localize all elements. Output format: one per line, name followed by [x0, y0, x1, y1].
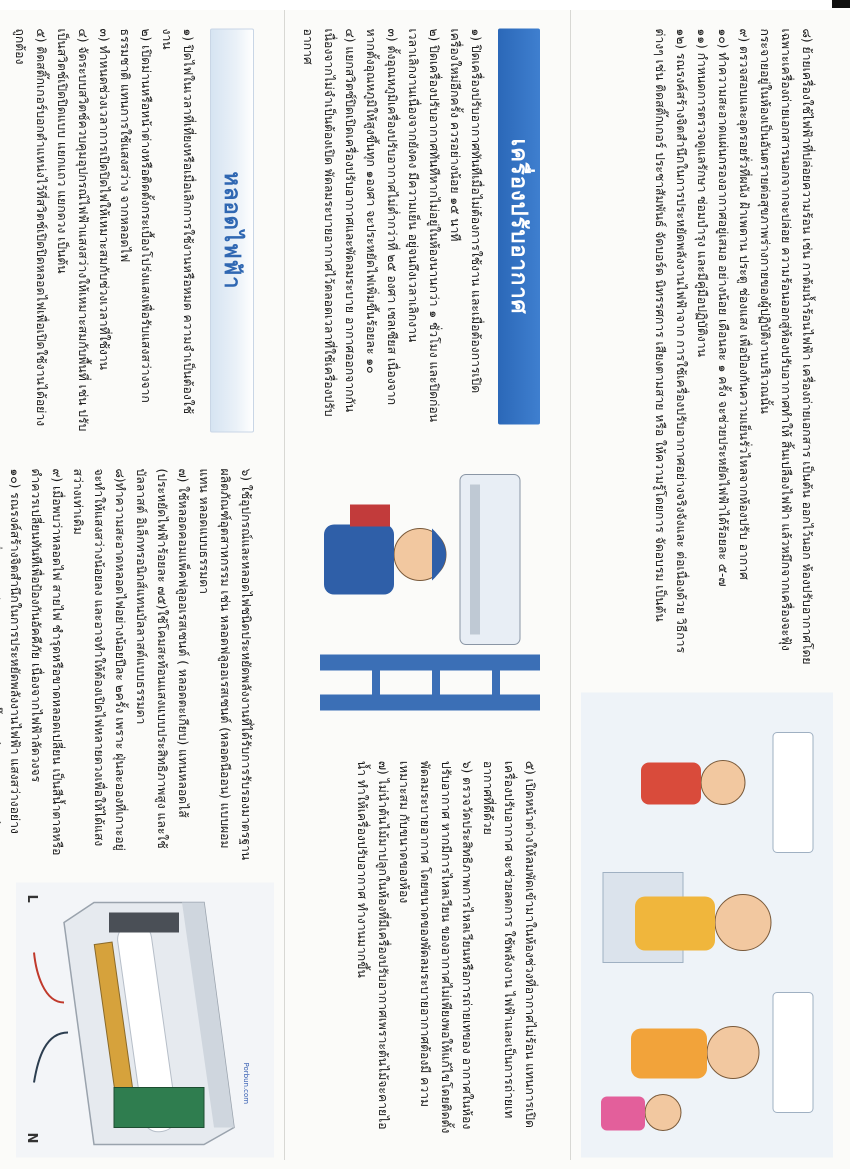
- label-n: N: [24, 1132, 39, 1143]
- family-aircon-icon: [581, 692, 833, 1157]
- lamp-item: ๔) จัดระบบสวิตช์ควบคุมอุปกรณ์ไฟฟ้าแสงสว่างให้เหมาะสมกับพื้นที่ เช่น ปรับเป็นสวิตช์เปิดปิดแบบ แยกแถว แยกดวง เป็นต้น: [55, 28, 90, 431]
- aircon-repair-icon: [294, 444, 560, 744]
- aircon-text: [294, 12, 560, 444]
- lamp-text: [13, 12, 274, 452]
- fluorescent-lamp-illustration: [16, 882, 274, 1157]
- lamp-item: ๗) ใช้หลอดคอมแพ็คฟลูออเรสเซนต์ ( หลอดตะเกียบ) แทนหลอดไส้ (ประหยัดไฟฟ้าร้อยละ ๗๕)ใช้โคมสะท้อนแสงแบบประสิทธิภาพสูง และใช้บัลลาสต์ อิเล็กทรอนิกส์แทนบัลลาสต์แบบธรรมดา: [134, 468, 190, 849]
- aircon-cont-item: ๑๑) กำหนดการตรวจดูแลรักษา ซ่อมบำรุง และมีคู่มือปฏิบัติงาน: [695, 28, 709, 357]
- lamp-title: หลอดไฟฟ้า: [210, 28, 254, 432]
- lamp-item: ๒) เปิดม่านหรือหน้าต่างหรือติดตั้งกระเบื้องโปร่งแสงเพื่อรับแสงสว่างจากธรรมชาติ แทนการใช้แสงสว่าง จากหลอดไฟ: [118, 28, 153, 403]
- technician-illustration: [294, 444, 560, 744]
- lamp-item: ๙) เมื่อพบว่าหลอดไฟ สายไฟ ชำรุดหรือขาดหลอดเปลี่ยน เป็นสีน้ำตาลหรือดำควรเปลี่ยนทันทีเพื่อป้องกันอัคคีภัย เนื่องจากไฟฟ้าลัดวงจร: [29, 468, 64, 855]
- brand-text: Porbun.com: [242, 1062, 250, 1104]
- lamp-fixture-icon: [16, 882, 274, 1157]
- aircon-item: ๑) ปิดเครื่องปรับอากาศทันทีเมื่อไม่ต้องการใช้งาน และเมื่อต้องการเปิดเครื่องใหม่อีกครั้ง ควรอย่างน้อย ๑๕ นาที: [448, 28, 483, 393]
- lamp-item: ๘)ทำความสะอาดหลอดไฟอย่างน้อยปีละ ๒ครั้ง เพราะ ฝุ่นละอองที่เกาะอยู่จะทำให้แสงสว่างน้อยลง และอาจทำให้ต้องเปิดไฟหลายดวงเพื่อให้ได้แสงสว่างเท่าเดิม: [71, 468, 127, 851]
- fold-line: [570, 10, 571, 1160]
- family-illustration: [581, 692, 833, 1157]
- aircon-item: ๖) ตรวจวัดประสิทธิภาพการไหลเวียนหรือการถ่ายเทของ อากาศในห้องปรับอากาศ หากมีการไหลเวียน ของอากาศไม่เพียงพอให้แก้ไขโดยติดตั้งพัดลมระบายอากาศ โดยขนาดของพัดลมระบายอากาศต้องมี ความเหมาะสม กับขนาดของห้อง: [397, 760, 474, 1133]
- aircon-item: ๔) แยกสวิตซ์ปิดเปิดเครื่องปรับอากาศและพัดลมระบาย อากาศออกจากกัน เนื่องจากไม่จำเป็นต้องเปิด พัดลมระบายอากาศไว้ตลอดเวลาที่ใช้เครื่องปรับอากาศ: [301, 28, 357, 417]
- fold-line: [284, 10, 285, 1160]
- lamp-item: ๖) ใช้อุปกรณ์และหลอดไฟชนิดประหยัดพลังงานที่ได้รับการรับรองมาตรฐานผลิตภัณฑ์อุตสาหกรรม เช่น หลอดฟลูออเรสเซนต์ (หลอดนีออน) แบบผอมแทน หลอดแบบธรรมดา: [197, 468, 253, 860]
- lamp-item: ๑) ปิดไฟในเวลาที่เที่ยงหรือเมื่อเลิกการใช้งานหรือหมด ความจำเป็นต้องใช้งาน: [160, 28, 195, 414]
- aircon-cont-item: ๙) ตรวจสอบและอุดรอยรั่วที่ผนัง ฝ้าเพดาน ประตู ช่องแสง เพื่อป้องกันความเย็นรั่วไหลจากห้องปรับ อากาศ: [737, 28, 751, 580]
- aircon-title: เครื่องปรับอากาศ: [498, 28, 540, 424]
- aircon-cont-item: ๑๐) ทำความสะอาดแผ่นกรองอากาศอยู่เสมอ อย่างน้อย เดือนละ ๑ ครั้ง จะช่วยประหยัดไฟฟ้าได้ร้อยละ ๕-๗: [716, 28, 730, 587]
- label-l: L: [24, 894, 39, 903]
- panel-aircon-continued: [578, 0, 836, 1169]
- aircon-item: ๗) ไม่นำต้นไม้มาปลูกในห้องที่มีเครื่องปรับอากาศเพราะต้นไม้จะคายไอน้ำ ทำให้เครื่องปรับอากาศ ทำงานมากขึ้น: [355, 760, 390, 1130]
- lamp-item: ๕) ติดสติ๊กเกอร์บอกตำแหน่งไว้ที่สวิตช์เปิดปิดหลอดไฟเพื่อเปิดใช้งานได้อย่างถูกต้อง: [13, 28, 48, 426]
- aircon-item: ๓) ตั้งอุณหภูมิเครื่องปรับอากาศไม่ต่ำกว่าที่ ๒๕ องศา เซลเซียส เนื่องจากหากตั้งอุณหภูมิให้สูงขึ้นทุก ๑องศา จะประหยัดไฟเพิ่มขึ้นร้อยละ ๑๐: [364, 28, 399, 405]
- aircon-cont-text: [581, 12, 833, 692]
- lamp-text-2: [8, 452, 274, 882]
- aircon-text-2: [294, 744, 560, 1157]
- aircon-cont-item: ๘) ย้ายเครื่องใช้ไฟฟ้าที่ปล่อยความร้อน เช่น กาต้มน้ำร้อนไฟฟ้า เครื่องถ่ายเอกสาร เป็นต้น ออกไว้นอก ห้องปรับอากาศโดยเฉพาะเครื่องถ่ายเอกสารนอกจากจะปล่อย ความร้อนออกสู่ห้องปรับอากาศทำให้ สิ้นเปลืองไฟฟ้า แล้วหมึกจากเครื่องจะฟุ้งกระจายอยู่ในห้องเป็นอันตรายต่อสุขภาพร่างกายของผู้ปฏิบัติงานบริเวณนั้น: [758, 28, 814, 665]
- panel-lamp: [8, 0, 276, 1169]
- aircon-item: ๒) ปิดเครื่องปรับอากาศทันทีหากไม่อยู่ในห้องนานกว่า ๑ ชั่วโมง และปิดก่อนเวลาเลิกงานเนื่องจากยังคง มีความเย็น อยู่จนถึงเวลาเลิกงาน: [406, 28, 441, 422]
- lamp-item: ๑๐) รณรงค์สร้างจิตสำนึกในการประหยัดพลังงานไฟฟ้า แสงสว่างอย่าง: [8, 468, 22, 834]
- panel-aircon: [292, 0, 562, 1169]
- aircon-cont-item: ๑๒) รณรงค์สร้างจิตสำนึกในการประหยัดพลังงานไฟฟ้าจาก การใช้เครื่องปรับอากาศอย่างจริงจังและ ต่อเนื่องด้วย วิธีการต่างๆ เช่น ติดสติ๊กเกอร์ ประชาสัมพันธ์ จัดบอร์ด นิทรรศการ เสียงตามสาย หรือ ให้ความรู้โดยการ จัดอบรม เป็นต้น: [653, 28, 688, 653]
- aircon-item: ๕) เปิดหน้าต่างให้ลมพัดเข้ามาในห้องช่วงที่อากาศไม่ร้อน แทนการเปิดเครื่องปรับอากาศ จะช่วยลดการ ใช้พลังงาน ไฟฟ้าและเป็นการถ่ายเทอากาศที่ดีด้วย: [481, 760, 537, 1128]
- lamp-item: ๓) ทำหนดช่วงเวลาการเปิดปิดไฟให้เหมาะสมกับช่วงเวลาที่ใช้งาน: [97, 28, 111, 370]
